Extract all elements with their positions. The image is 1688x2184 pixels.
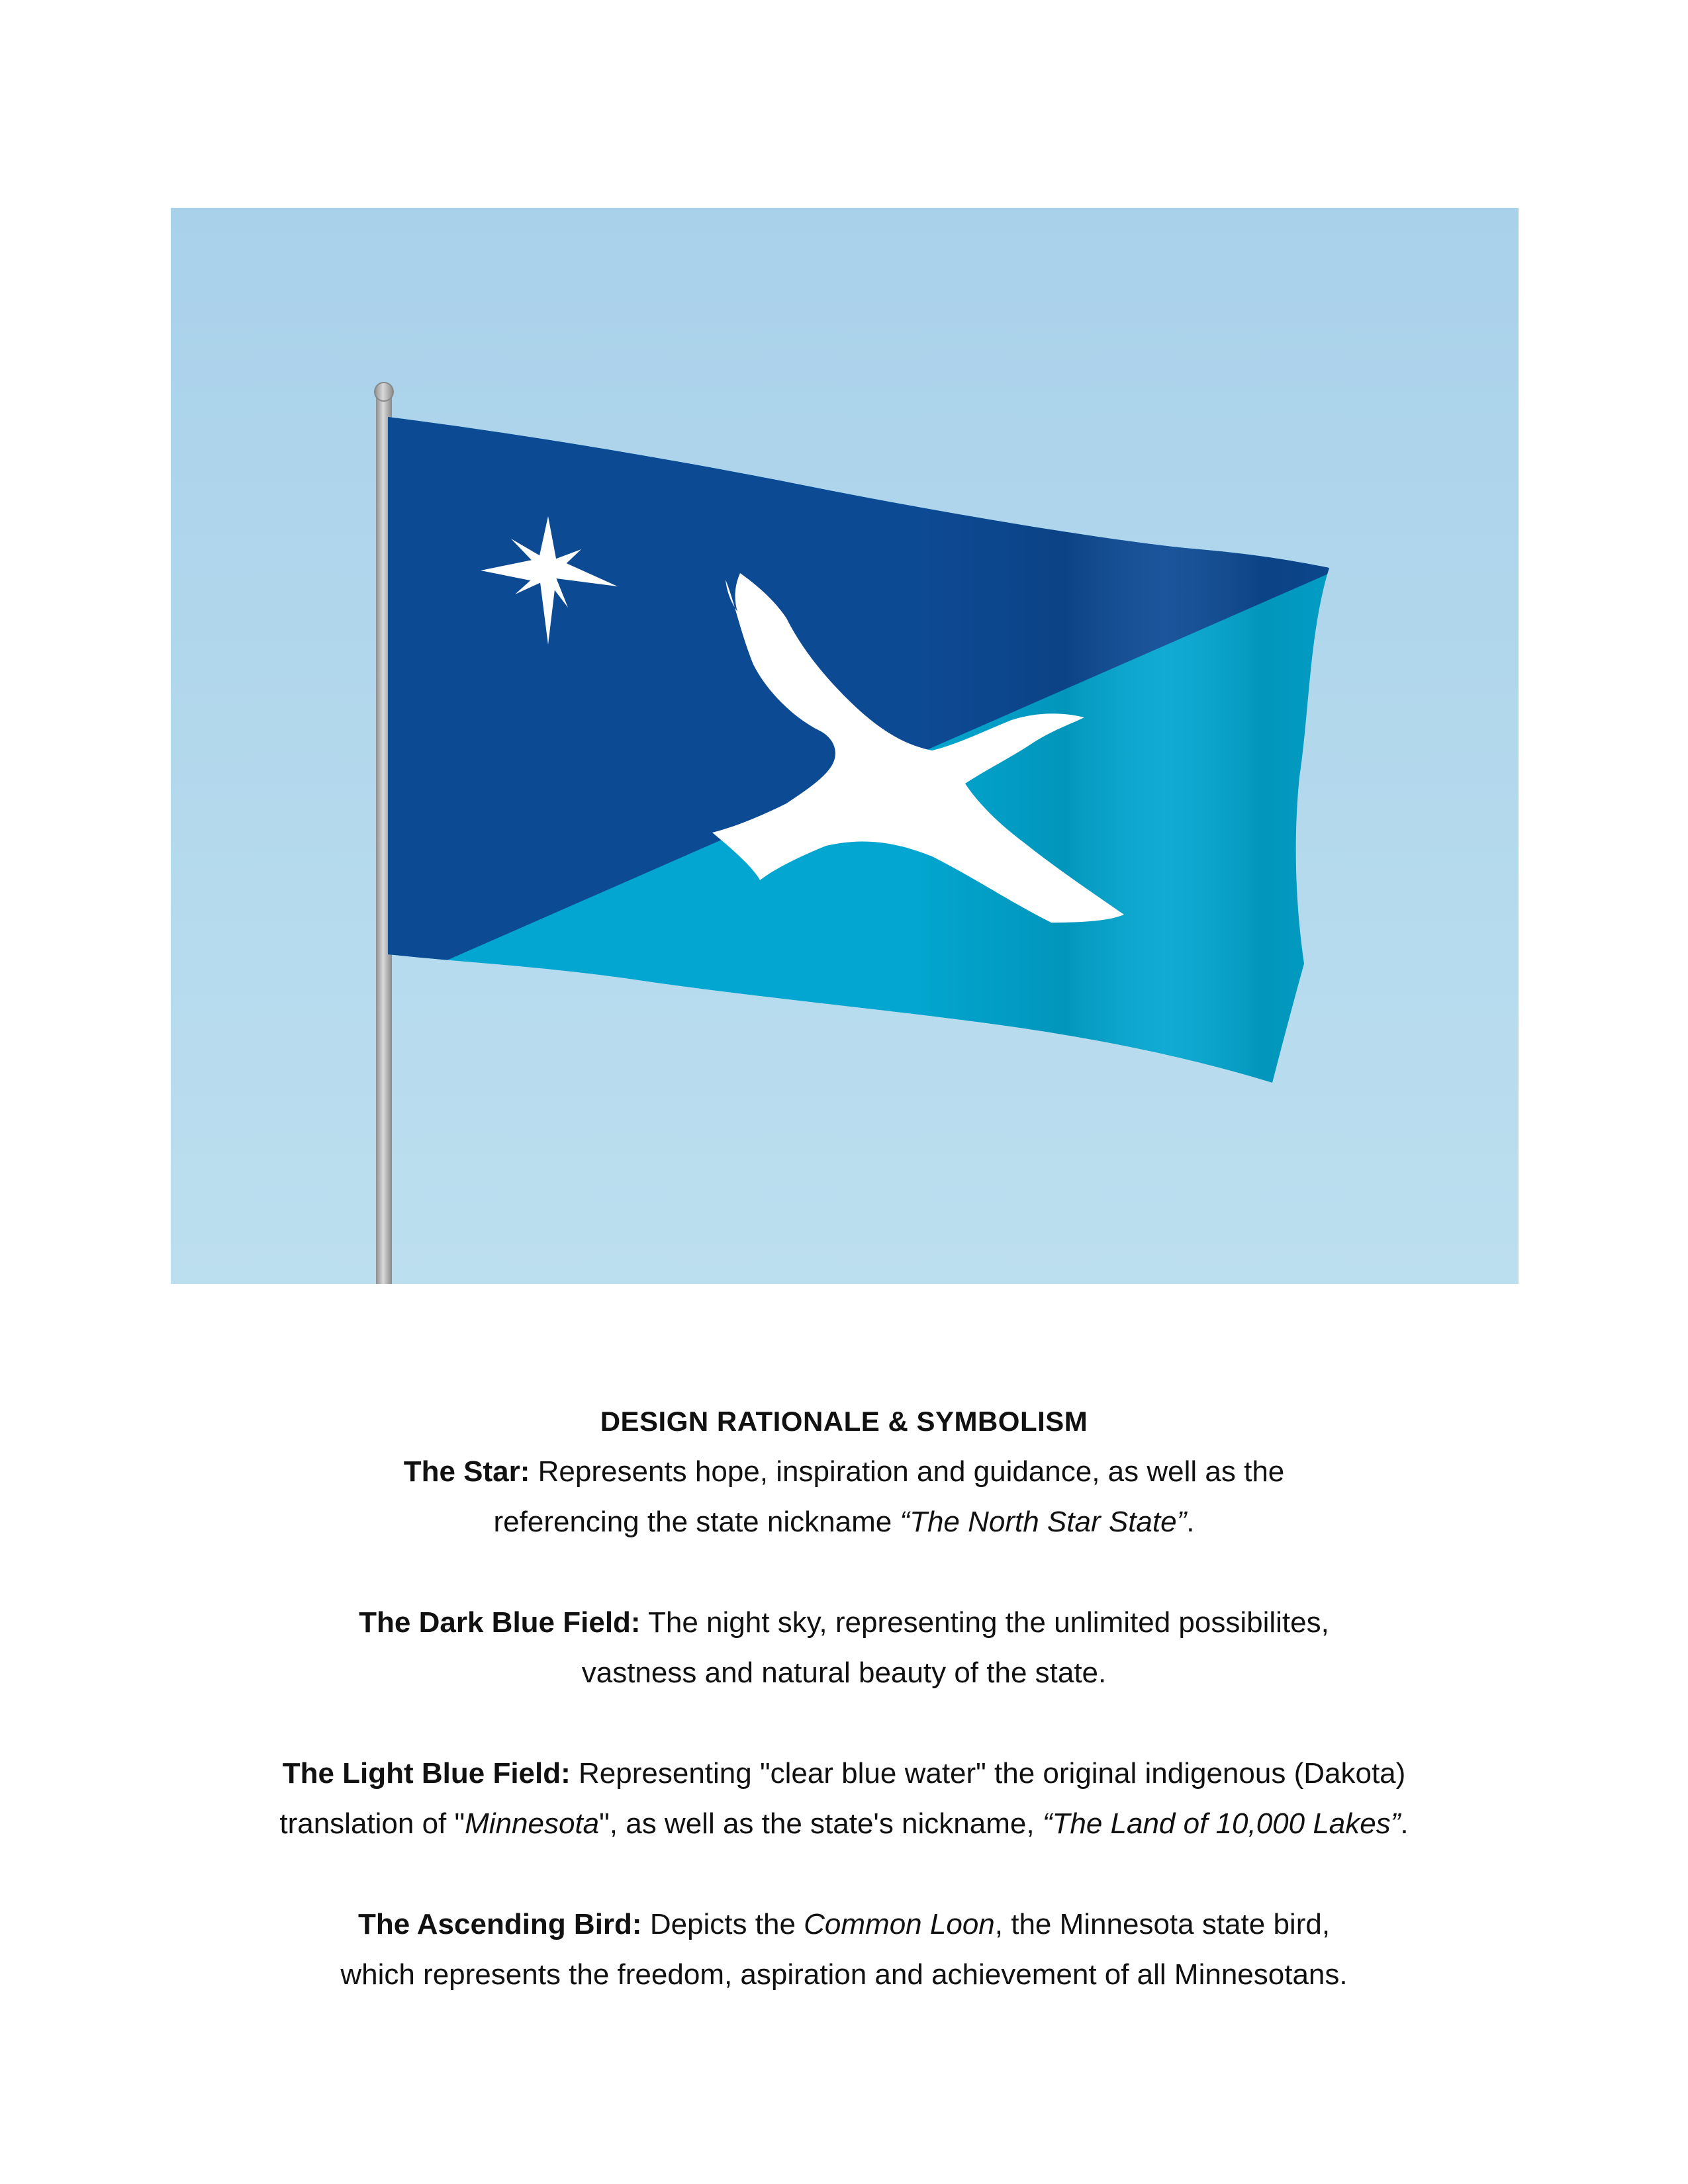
dark-field-line-1: The Dark Blue Field: The night sky, representing the unlimited possibilites, [359,1606,1329,1639]
flag-photo [171,208,1519,1284]
flag-illustration [171,208,1519,1284]
bird-description [132,1899,1556,2000]
light-field-line-1: The Light Blue Field: Representing "clear blue water" the original indigenous (Dakota) [282,1757,1406,1790]
rationale-heading: DESIGN RATIONALE & SYMBOLISM [600,1406,1088,1437]
dark-field-term: The Dark Blue Field: [359,1606,641,1639]
bird-line-1: The Ascending Bird: Depicts the Common Loon, the Minnesota state bird, [357,1908,1331,1940]
star-term: The Star: [403,1455,530,1488]
star-line-1: The Star: Represents hope, inspiration and guidance, as well as the [403,1455,1285,1488]
light-field-description [132,1749,1556,1849]
star-line-2: referencing the state nickname “The North Star State”. [493,1506,1195,1538]
dark-field-line-2: vastness and natural beauty of the state. [581,1657,1107,1689]
design-rationale [132,1396,1556,2000]
bird-line-2: which represents the freedom, aspiration and achievement of all Minnesotans. [340,1958,1348,1991]
light-field-term: The Light Blue Field: [282,1757,571,1790]
dark-field-description [132,1598,1556,1698]
light-field-line-2: translation of "Minnesota", as well as the state's nickname, “The Land of 10,000 Lakes”. [279,1807,1409,1840]
star-description [132,1447,1556,1547]
bird-term: The Ascending Bird: [357,1908,642,1940]
